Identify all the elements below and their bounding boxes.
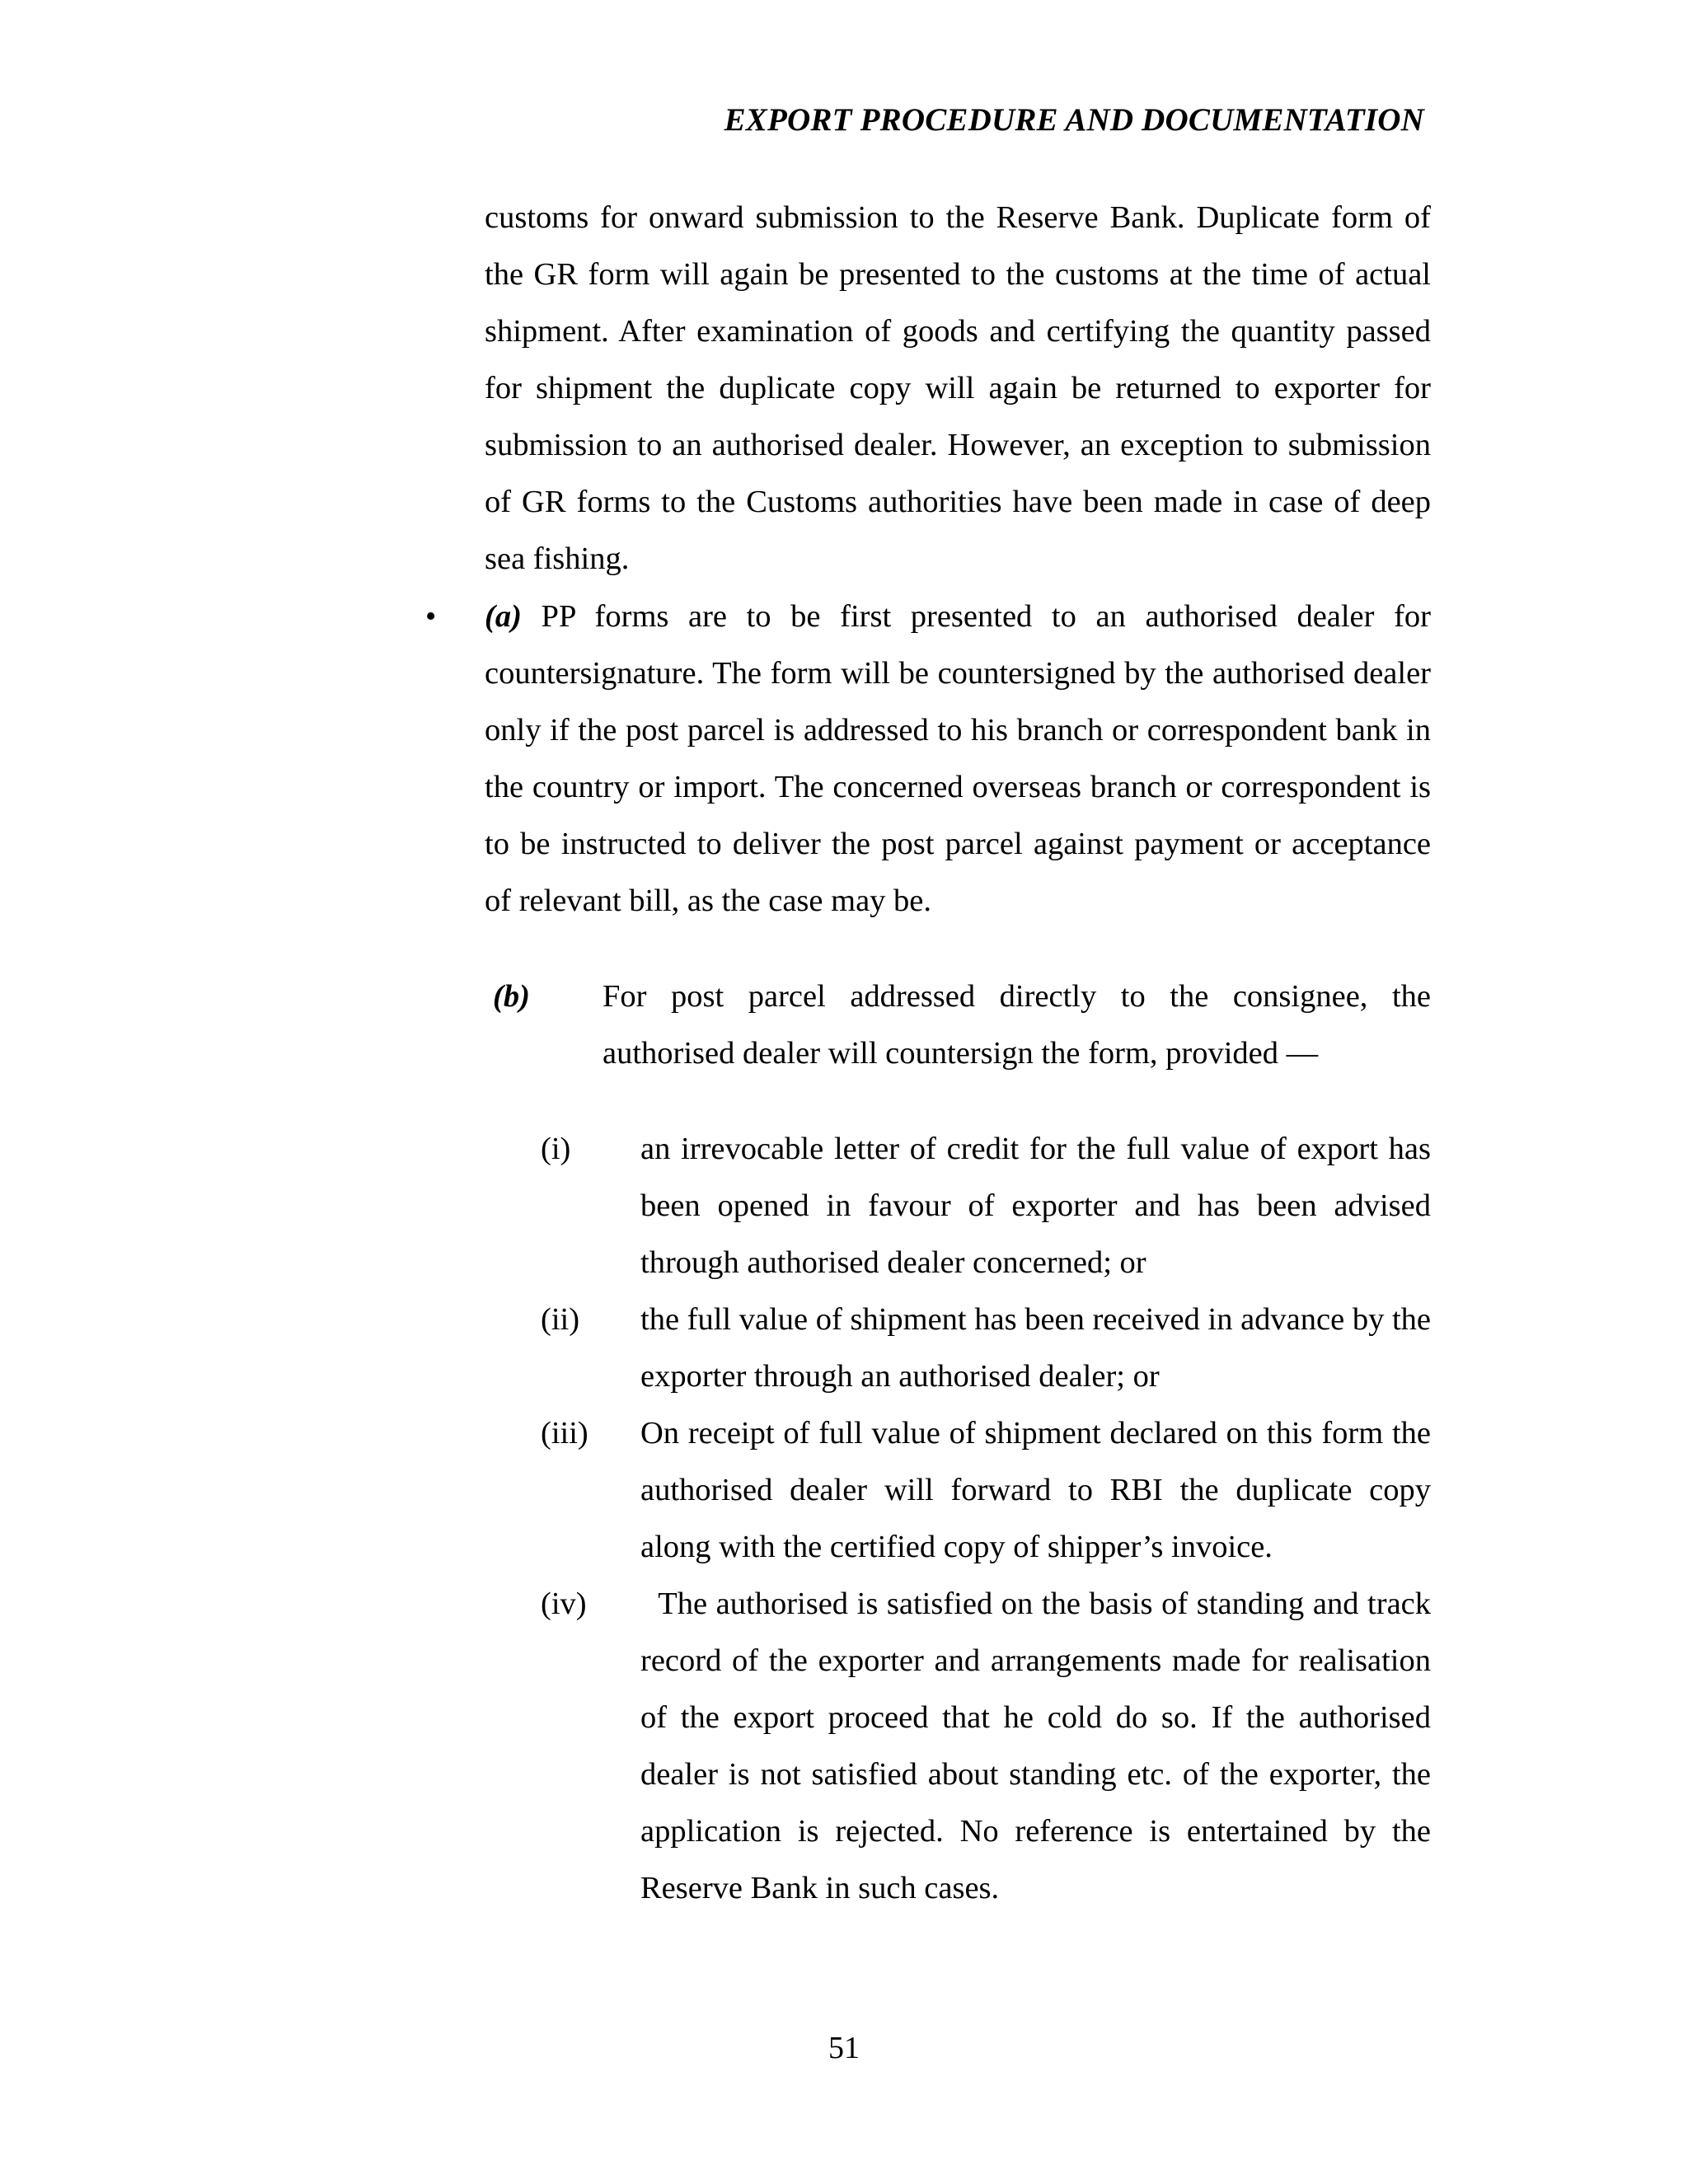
item-marker-b: (b) <box>493 979 530 1014</box>
bullet-item-a <box>425 588 1431 930</box>
list-item <box>541 1576 1439 1917</box>
body-paragraph: customs for onward submission to the Reserve Bank. Duplicate form of the GR form will again be presented to the customs at the time of actual shipment. After examination of goods and certifying the quantity passed for shipment the duplicate copy will again be returned to exporter for submission to an authorised dealer. However, an exception to submission of GR forms to the Customs authorities have been made in case of deep sea fishing. <box>485 200 1431 576</box>
list-item <box>541 1121 1431 1291</box>
list-item-text: the full value of shipment has been received in advance by the exporter through an authorised dealer; or <box>640 1302 1431 1394</box>
conditions-list <box>541 1121 1439 1917</box>
item-a-text: PP forms are to be first presented to an authorised dealer for countersignature. The form will be countersigned by the authorised dealer only if the post parcel is addressed to his branch or correspondent bank in the country or import. The concerned overseas branch or correspondent is to be instructed to deliver the post parcel against payment or acceptance of relevant bill, as the case may be. <box>485 599 1431 918</box>
list-item-text: an irrevocable letter of credit for the full value of export has been opened in favour of exporter and has been advised through authorised dealer concerned; or <box>640 1132 1431 1280</box>
item-b-text: For post parcel addressed directly to the consignee, the authorised dealer will countersign the form, provided — <box>603 979 1431 1071</box>
list-item-number: (i) <box>541 1132 571 1166</box>
item-marker-a: (a) <box>485 599 522 634</box>
list-item-text: On receipt of full value of shipment declared on this form the authorised dealer will forward to RBI the duplicate copy along with the certified copy of shipper’s invoice. <box>640 1416 1431 1564</box>
bullet-icon: • <box>425 599 437 634</box>
list-item-number: (iii) <box>541 1416 588 1451</box>
running-header: EXPORT PROCEDURE AND DOCUMENTATION <box>724 102 1424 138</box>
list-item-number: (ii) <box>541 1302 580 1337</box>
page-number: 51 <box>828 2031 860 2065</box>
list-item-number: (iv) <box>541 1586 587 1621</box>
list-item <box>541 1405 1431 1576</box>
list-item <box>541 1291 1431 1405</box>
list-item-text: The authorised is satisfied on the basis of standing and track record of the exporter and arrangements made for realisation of the export proceed that he cold do so. If the authorised dealer is not satisfied about standing etc. of the exporter, the application is rejected. No reference is entertained by the Reserve Bank in such cases. <box>640 1586 1439 1905</box>
bullet-item-a-body <box>485 588 1431 930</box>
